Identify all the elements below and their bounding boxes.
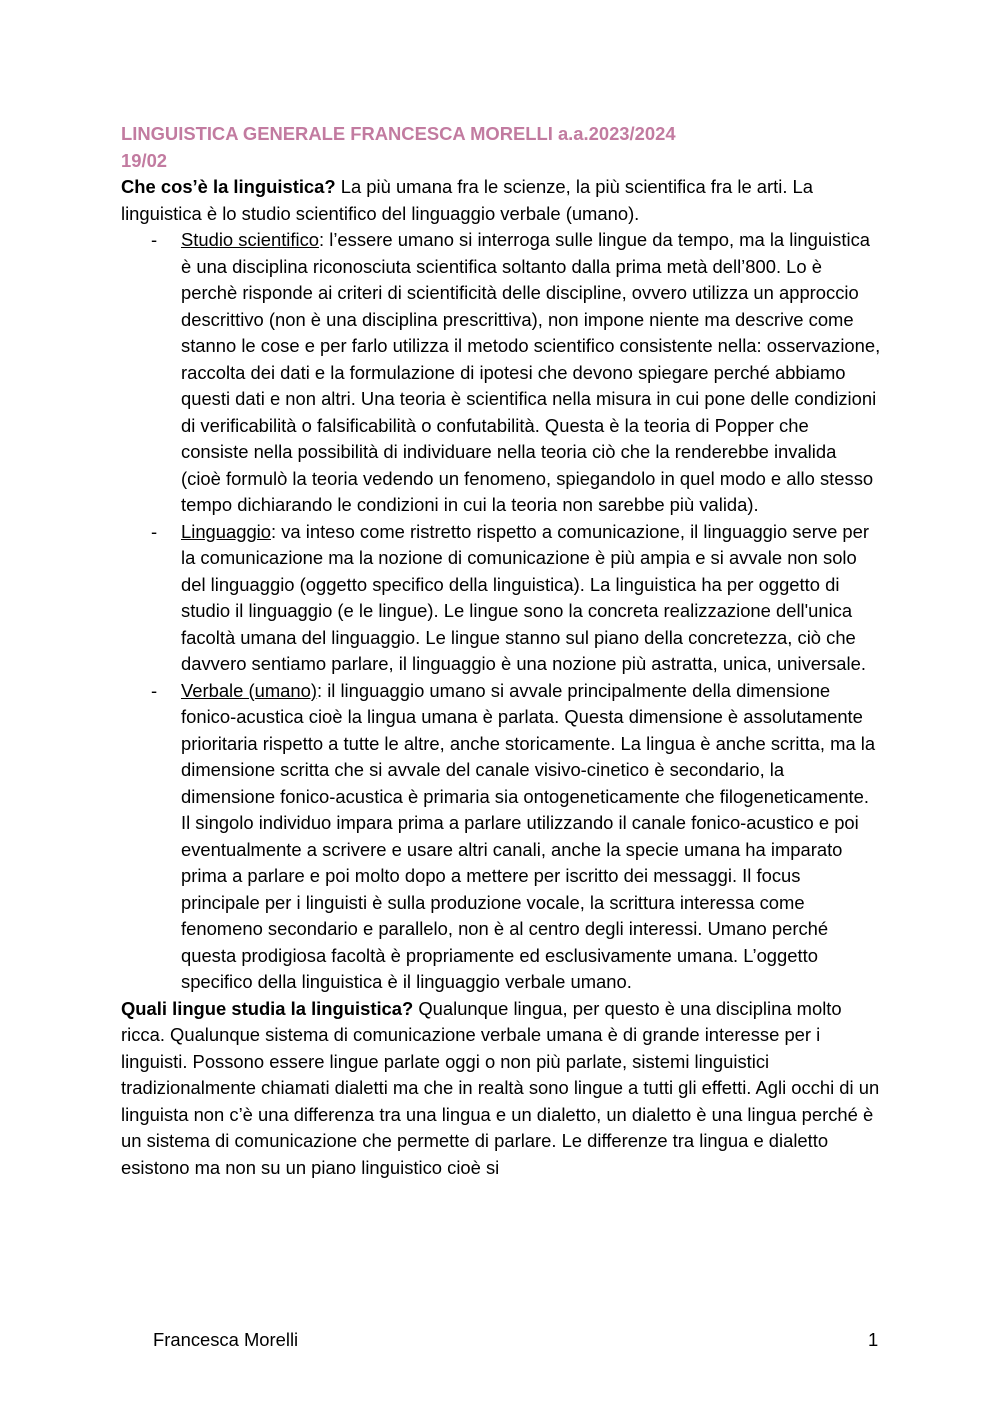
footer-author: Francesca Morelli — [153, 1329, 299, 1350]
section2-question: Quali lingue studia la linguistica? — [121, 997, 414, 1019]
bullet-dash: - — [151, 520, 158, 542]
footer-page-number: 1 — [868, 1329, 879, 1350]
bullet-dash: - — [151, 679, 158, 701]
bullet-text: : il linguaggio umano si avvale principalmente della dimensione fonico-acustica cioè la lingua umana è parlata. Questa dimensione è assolutamente prioritaria rispetto a tutte le altre, anche storicamente. La lingua è anche scritta, ma la dimensione scritta che si avvale del canale visivo-cinetico è secondario, la dimensione fonico-acustica è primaria sia ontogeneticamente che filogeneticamente. Il singolo individuo impara prima a parlare utilizzando il canale fonico-acustico e poi eventualmente a scrivere e usare altri canali, anche la specie umana ha imparato prima a parlare e poi molto dopo a mettere per iscritto dei messaggi. Il focus principale per i linguisti è sulla produzione vocale, la scrittura interessa come fenomeno secondario e parallelo, non è al centro degli interessi. Umano perché questa prodigiosa facoltà è propriamente ed esclusivamente umana. L’oggetto specifico della linguistica è il linguaggio verbale umano. — [181, 679, 876, 992]
lesson-date: 19/02 — [121, 149, 168, 171]
section2-text: Qualunque lingua, per questo è una disciplina molto ricca. Qualunque sistema di comunicazione verbale umana è di grande interesse per i linguisti. Possono essere lingue parlate oggi o non più parlate, sistemi linguistici tradizionalmente chiamati dialetti ma che in realtà sono lingue a tutti gli effetti. Agli occhi di un linguista non c’è una differenza tra una lingua e un dialetto, un dialetto è una lingua perché è un sistema di comunicazione che permette di parlare. Le differenze tra lingua e dialetto esistono ma non su un piano linguistico cioè si — [121, 997, 880, 1178]
list-item — [121, 519, 881, 678]
bullet-term: Verbale (umano) — [181, 679, 317, 701]
intro-paragraph — [121, 174, 881, 227]
bullet-text: : l’essere umano si interroga sulle lingue da tempo, ma la linguistica è una disciplina riconosciuta scientifica soltanto dalla prima metà dell’800. Lo è perchè risponde ai criteri di scientificità delle discipline, ovvero utilizza un approccio descrittivo (non è una disciplina prescrittiva), non impone niente ma descrive come stanno le cose e per farlo utilizza il metodo scientifico consistente nella: osservazione, raccolta dei dati e la formulazione di ipotesi che devono spiegare perché abbiamo questi dati e non altri. Una teoria è scientifica nella misura in cui pone delle condizioni di verificabilità o falsificabilità o confutabilità. Questa è la teoria di Popper che consiste nella possibilità di individuare nella teoria ciò che la renderebbe invalida (cioè formulò la teoria vedendo un fenomeno, spiegandolo in quel modo e allo stesso tempo dichiarando le condizioni in cui la teoria non sarebbe più valida). — [181, 229, 881, 515]
intro-text: La più umana fra le scienze, la più scientifica fra le arti. La linguistica è lo studio scientifico del linguaggio verbale (umano). — [121, 176, 814, 224]
intro-question: Che cos’è la linguistica? — [121, 176, 336, 197]
section2-paragraph — [121, 996, 881, 1182]
document-title: LINGUISTICA GENERALE FRANCESCA MORELLI a.a.2023/2024 — [121, 123, 676, 144]
list-item — [121, 678, 881, 996]
bullet-dash: - — [151, 229, 158, 250]
bullet-term: Linguaggio — [181, 520, 271, 542]
definition-list — [121, 227, 881, 996]
page-content — [121, 121, 881, 1181]
bullet-text: : va inteso come ristretto rispetto a comunicazione, il linguaggio serve per la comunicazione ma la nozione di comunicazione è più ampia e si avvale non solo del linguaggio (oggetto specifico della linguistica). La linguistica ha per oggetto di studio il linguaggio (e le lingue). Le lingue sono la concreta realizzazione dell'unica facoltà umana del linguaggio. Le lingue stanno sul piano della concretezza, ciò che davvero sentiamo parlare, il linguaggio è una nozione più astratta, unica, universale. — [181, 520, 869, 674]
bullet-term: Studio scientifico — [181, 229, 320, 250]
list-item — [121, 227, 881, 519]
